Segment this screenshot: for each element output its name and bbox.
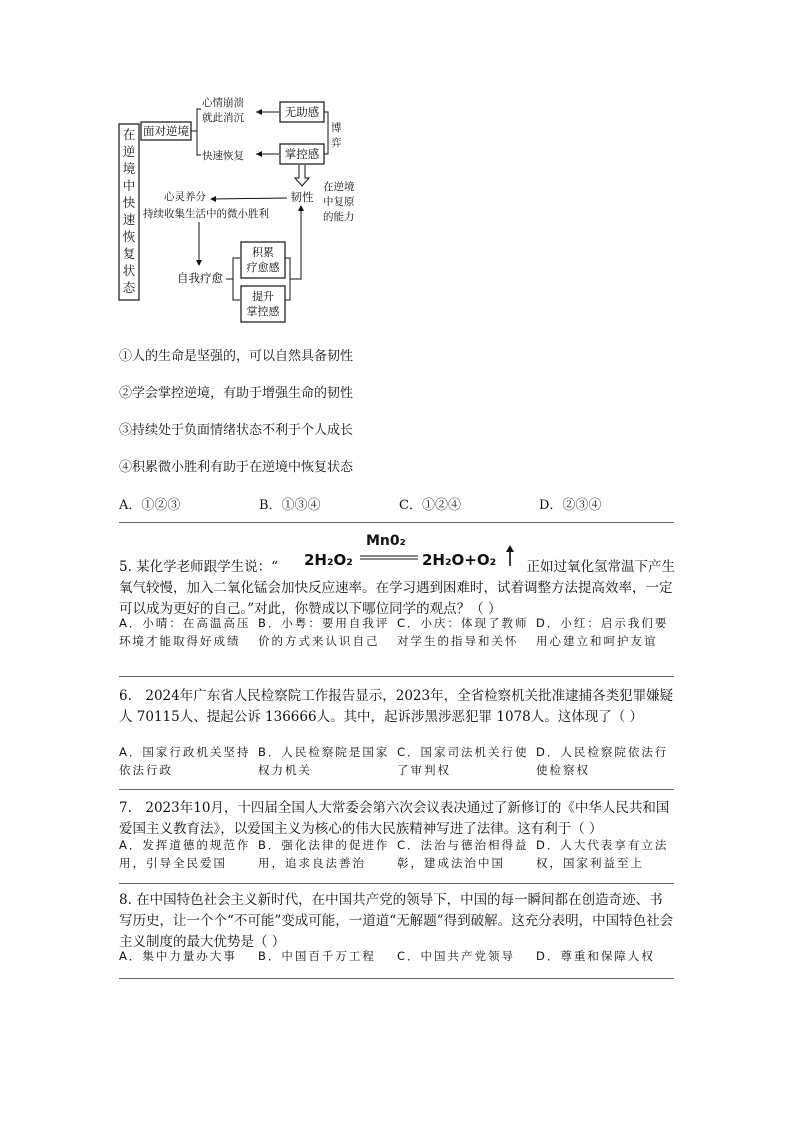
- q7-option-d[interactable]: D．人大代表享有立法权，国家利益至上: [536, 838, 669, 870]
- q4-option-d[interactable]: D．②③④: [539, 498, 602, 513]
- left-title-char: 逆: [122, 144, 136, 159]
- self-heal-label: 自我疗愈: [177, 271, 223, 285]
- left-title-char: 中: [122, 178, 136, 193]
- q5-option-d[interactable]: D．小红：启示我们要用心建立和呵护友谊: [536, 616, 669, 648]
- branch-top-line2: 就此消沉: [202, 112, 244, 124]
- q5-stem-after: 正如过氧化氢常温下产生: [526, 559, 675, 575]
- face-adversity-label: 面对逆境: [143, 124, 189, 138]
- left-title-char: 复: [122, 246, 136, 261]
- q5-option-b[interactable]: B．小粤：要用自我评价的方式来认识自己: [258, 616, 390, 648]
- q8-option-c[interactable]: C．中国共产党领导: [397, 949, 516, 963]
- q8-options: [119, 947, 675, 965]
- left-title-char: 恢: [122, 229, 136, 244]
- q7-options: [119, 836, 675, 876]
- q4-statement-3: ③持续处于负面情绪状态不利于个人成长: [119, 423, 354, 438]
- left-title-char: 态: [122, 280, 136, 295]
- divider: [119, 978, 674, 979]
- divider: [119, 522, 674, 523]
- q7-option-b[interactable]: B．强化法律的促进作用，追求良法善治: [258, 838, 390, 870]
- resilience-label: 韧性: [290, 190, 314, 204]
- formula-left: 2H₂O₂: [304, 551, 353, 569]
- q5-stem-rest: 氧气较慢，加入二氧化锰会加快反应速率。在学习遇到困难时，试着调整方法提高效率，一定可以成为更好的自己。”对此，你赞成以下哪位同学的观点？（ ）: [119, 580, 673, 617]
- nourish-label: 心灵养分: [164, 191, 206, 203]
- left-title-char: 快: [122, 195, 136, 210]
- game-char: 弈: [331, 137, 342, 149]
- q6-option-c[interactable]: C．国家司法机关行使了审判权: [397, 745, 529, 777]
- resilience-note-line: 中复原: [323, 196, 355, 208]
- q6-option-a[interactable]: A．国家行政机关坚持依法行政: [119, 745, 251, 777]
- divider: [119, 676, 674, 677]
- left-title-char: 在: [122, 127, 136, 142]
- q4-options: [119, 494, 679, 513]
- raise-line2: 掌控感: [246, 305, 280, 318]
- hollow-arrow-icon: [295, 165, 309, 186]
- formula-catalyst: Mn0₂: [366, 533, 406, 549]
- q4-option-c[interactable]: C．①②④: [399, 498, 461, 513]
- left-title-char: 速: [122, 212, 136, 227]
- q4-option-b[interactable]: B．①③④: [259, 498, 321, 513]
- q8-option-a[interactable]: A．集中力量办大事: [119, 949, 237, 963]
- q6-option-d[interactable]: D．人民检察院依法行使检察权: [536, 745, 669, 777]
- q7-option-a[interactable]: A．发挥道德的规范作用，引导全民爱国: [119, 838, 251, 870]
- q7-option-c[interactable]: C．法治与德治相得益彰，建成法治中国: [397, 838, 529, 870]
- q8-stem: 8. 在中国特色社会主义新时代，在中国共产党的领导下，中国的每一瞬间都在创造奇迹、书写历史，让一个个“不可能”变成可能，一道道“无解题”得到破解。这充分表明，中国特色社会主义制度的最大优势是（ ）: [119, 892, 674, 950]
- q8-option-d[interactable]: D．尊重和保障人权: [536, 949, 655, 963]
- raise-line1: 提升: [252, 290, 274, 303]
- left-title-char: 状: [122, 263, 136, 278]
- q7-stem: 7. 2023年10月，十四届全国人大常委会第六次会议表决通过了新修订的《中华人民共和国爱国主义教育法》，以爱国主义为核心的伟大民族精神写进了法律。这有利于（ ）: [119, 800, 670, 837]
- left-title-char: 境: [122, 161, 136, 176]
- q6-stem: 6. 2024年广东省人民检察院工作报告显示，2023年，全省检察机关批准逮捕各类犯罪嫌疑人 70115人、提起公诉 136666人。其中，起诉涉黑涉恶犯罪 1078人。这体现了（ ）: [119, 688, 674, 725]
- q5-option-c[interactable]: C．小庆：体现了教师对学生的指导和关怀: [397, 616, 529, 648]
- q8-option-b[interactable]: B．中国百千万工程: [258, 949, 376, 963]
- game-char: 博: [331, 122, 342, 134]
- q5-stem-start: 5. 某化学老师跟学生说：“: [119, 559, 279, 575]
- flow-diagram: [110, 90, 370, 330]
- helpless-label: 无助感: [284, 105, 320, 119]
- left-title-text: [123, 127, 136, 295]
- collect-label: 持续收集生活中的微小胜利: [143, 208, 269, 220]
- q5-option-a[interactable]: A．小晴：在高温高压环境才能取得好成绩: [119, 616, 251, 648]
- accumulate-line2: 疗愈感: [246, 261, 280, 274]
- q5-options: [119, 614, 675, 650]
- divider: [119, 883, 674, 884]
- q4-statement-4: ④积累微小胜利有助于在逆境中恢复状态: [119, 460, 354, 475]
- q4-option-a[interactable]: A．①②③: [119, 498, 181, 513]
- q4-statement-2: ②学会掌控逆境，有助于增强生命的韧性: [119, 386, 354, 401]
- up-arrow-icon: [506, 545, 514, 552]
- q5-stem: [119, 557, 675, 620]
- q6-option-b[interactable]: B．人民检察院是国家权力机关: [258, 745, 390, 777]
- formula-right: 2H₂O+O₂: [422, 551, 497, 569]
- control-label: 掌控感: [284, 147, 320, 161]
- resilience-note-line: 在逆境: [323, 181, 355, 193]
- accumulate-line1: 积累: [252, 246, 274, 259]
- resilience-note-line: 的能力: [323, 211, 355, 223]
- q6-options: [119, 743, 675, 779]
- divider: [119, 789, 674, 790]
- branch-top-line1: 心情崩溃: [202, 97, 244, 109]
- branch-mid-label: 快速恢复: [202, 150, 244, 162]
- q4-statement-1: ①人的生命是坚强的，可以自然具备韧性: [119, 349, 354, 364]
